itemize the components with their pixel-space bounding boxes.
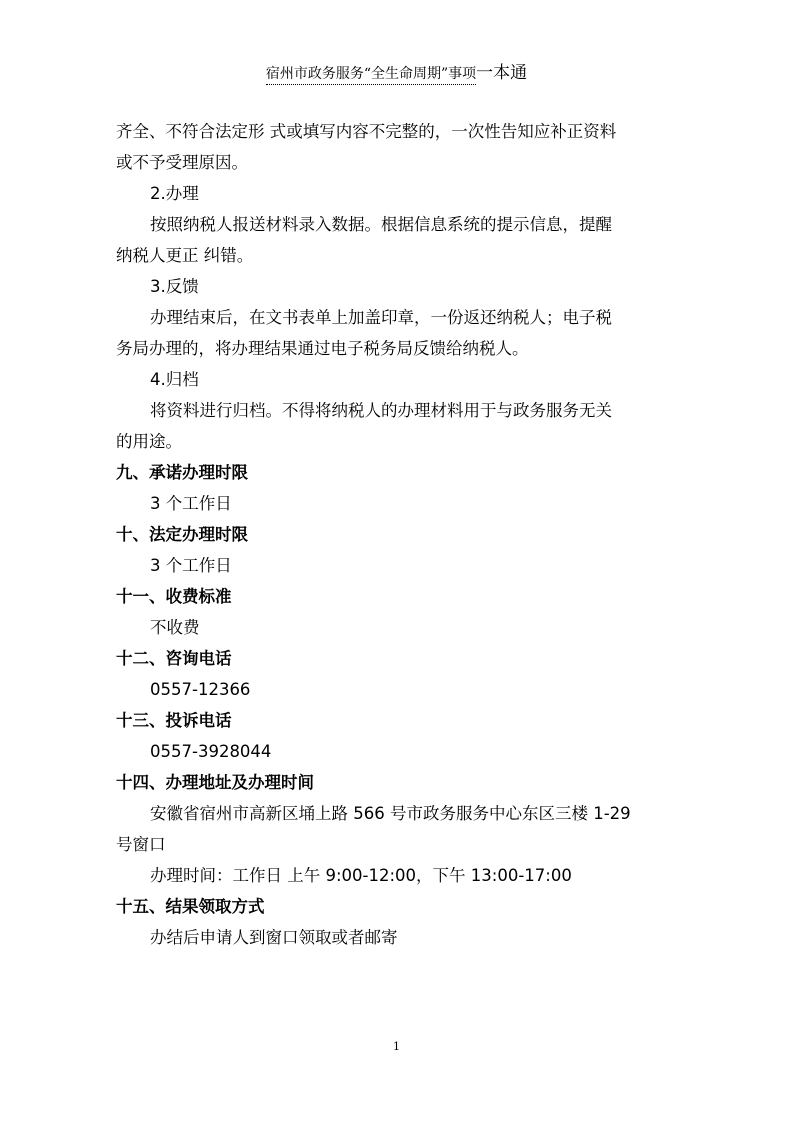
body-line-11: 的用途。: [116, 432, 182, 451]
header-tail: 一本通: [476, 63, 528, 83]
body-line-8: 务局办理的，将办理结果通过电子税务局反馈给纳税人。: [116, 339, 529, 358]
body-line-2: 或不予受理原因。: [116, 153, 248, 172]
body-line-1: 齐全、不符合法定形 式或填写内容不完整的，一次性告知应补正资料: [116, 122, 617, 141]
section-heading-legal-time: 十、法定办理时限: [116, 525, 248, 544]
complaint-phone-value: 0557-3928044: [150, 742, 272, 761]
section-heading-complaint-phone: 十三、投诉电话: [116, 711, 232, 730]
page-number: 1: [393, 1040, 400, 1053]
section-heading-fee: 十一、收费标准: [116, 587, 232, 606]
fee-value: 不收费: [150, 618, 200, 637]
promised-time-value: 3 个工作日: [150, 494, 232, 513]
office-hours: 办理时间：工作日 上午 9:00-12:00，下午 13:00-17:00: [150, 866, 572, 885]
address-line-1: 安徽省宿州市高新区埇上路 566 号市政务服务中心东区三楼 1-29: [150, 804, 631, 823]
section-heading-promised-time: 九、承诺办理时限: [116, 463, 248, 482]
step-heading-process: 2.办理: [150, 184, 199, 203]
header-title: 宿州市政务服务“全生命周期”事项: [266, 65, 476, 85]
section-heading-address: 十四、办理地址及办理时间: [116, 773, 314, 792]
body-line-5: 纳税人更正 纠错。: [116, 246, 254, 265]
result-pickup-value: 办结后申请人到窗口领取或者邮寄: [150, 928, 398, 947]
consult-phone-value: 0557-12366: [150, 680, 251, 699]
step-heading-feedback: 3.反馈: [150, 277, 199, 296]
body-line-4: 按照纳税人报送材料录入数据。根据信息系统的提示信息，提醒: [150, 215, 612, 234]
section-heading-consult-phone: 十二、咨询电话: [116, 649, 232, 668]
step-heading-archive: 4.归档: [150, 370, 199, 389]
body-line-10: 将资料进行归档。不得将纳税人的办理材料用于与政务服务无关: [150, 401, 612, 420]
body-line-7: 办理结束后，在文书表单上加盖印章，一份返还纳税人；电子税: [150, 308, 612, 327]
section-heading-result-pickup: 十五、结果领取方式: [116, 897, 265, 916]
page-header: [0, 64, 793, 85]
address-line-2: 号窗口: [116, 835, 166, 854]
legal-time-value: 3 个工作日: [150, 556, 232, 575]
